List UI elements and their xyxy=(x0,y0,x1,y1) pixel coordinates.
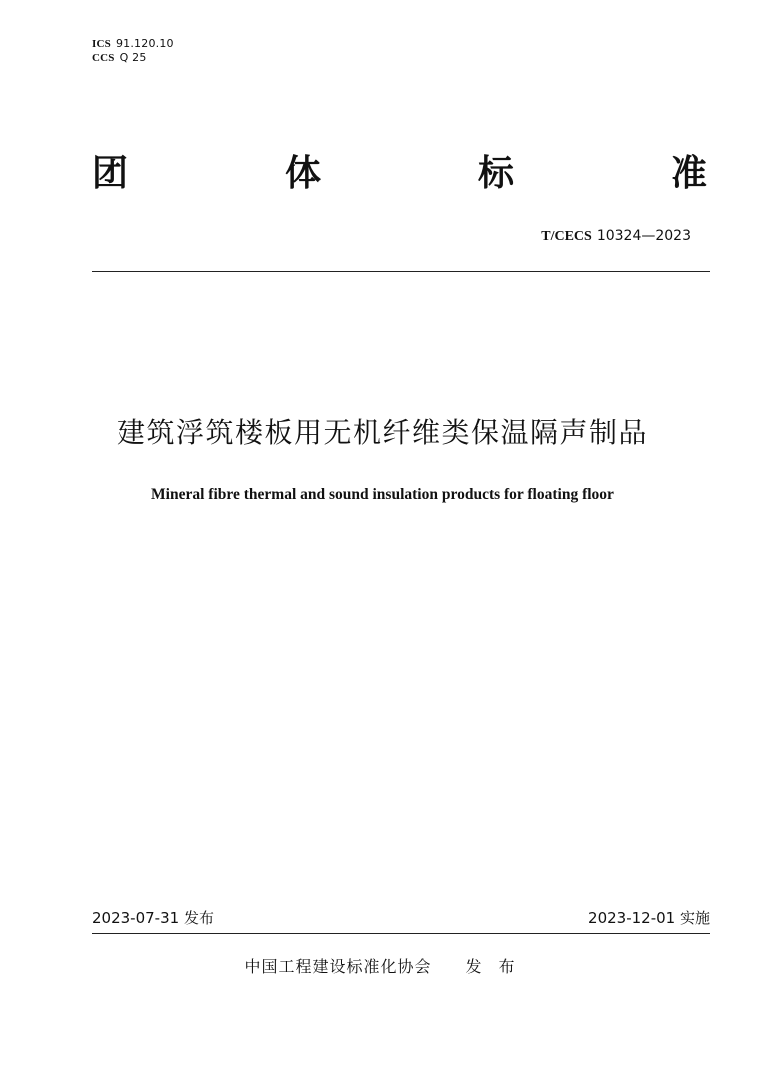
standard-type-heading xyxy=(92,152,707,196)
ccs-code: Q 25 xyxy=(119,51,147,64)
standard-type-char: 准 xyxy=(670,153,707,194)
title-english: Mineral fibre thermal and sound insulation products for floating floor xyxy=(151,486,614,503)
bottom-divider xyxy=(92,933,710,934)
standard-type-char: 团 xyxy=(92,153,129,194)
top-divider xyxy=(92,271,710,272)
date-row xyxy=(92,907,710,929)
ics-label: ICS xyxy=(92,38,111,50)
implementation-date: 2023-12-01 实施 xyxy=(588,909,710,927)
issue-date: 2023-07-31 发布 xyxy=(92,909,214,927)
standard-type-char: 体 xyxy=(284,153,321,194)
publisher-name: 中国工程建设标准化协会 xyxy=(244,957,432,976)
ccs-line xyxy=(92,51,174,65)
publisher-line xyxy=(0,956,765,978)
ics-code: 91.120.10 xyxy=(115,37,174,50)
publisher-action: 发 布 xyxy=(465,957,521,976)
standard-type-char: 标 xyxy=(477,153,514,194)
standard-number xyxy=(541,227,691,246)
ics-line xyxy=(92,37,174,51)
ccs-label: CCS xyxy=(92,52,115,64)
standard-number-prefix: T/CECS xyxy=(541,229,592,244)
standard-number-value: 10324—2023 xyxy=(596,228,691,244)
title-chinese: 建筑浮筑楼板用无机纤维类保温隔声制品 xyxy=(116,416,648,449)
classification-codes xyxy=(92,37,174,65)
